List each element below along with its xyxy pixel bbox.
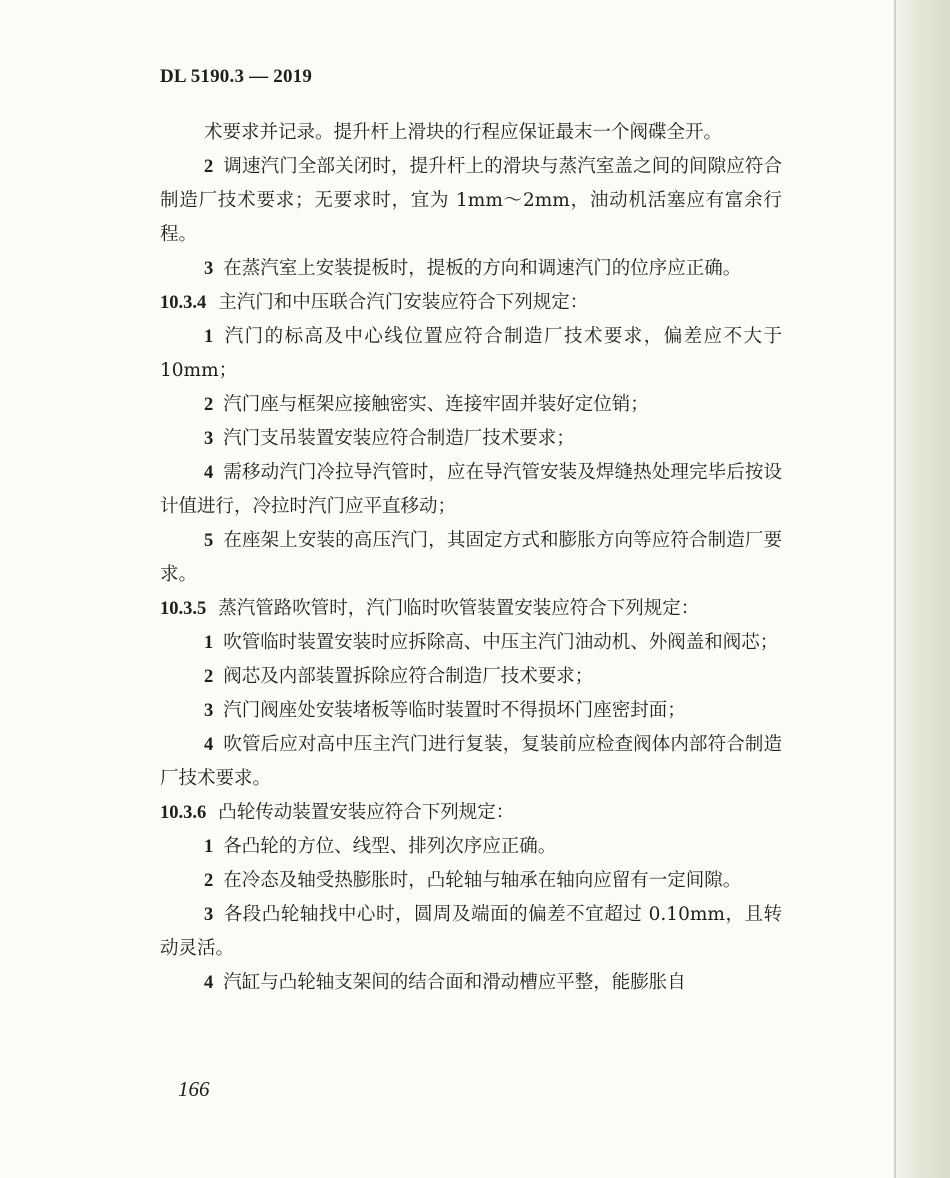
item-number: 4 — [204, 973, 214, 993]
item-number: 1 — [204, 327, 214, 347]
item-number: 1 — [204, 837, 214, 857]
list-item — [160, 422, 782, 456]
clause-text: 主汽门和中压联合汽门安装应符合下列规定： — [218, 292, 589, 313]
item-text: 调速汽门全部关闭时，提升杆上的滑块与蒸汽室盖之间的间隙应符合制造厂技术要求；无要求时，宜为 1mm～2mm，油动机活塞应有富余行程。 — [160, 156, 782, 245]
item-text: 各凸轮的方位、线型、排列次序应正确。 — [223, 836, 557, 857]
list-item — [160, 456, 782, 524]
item-text: 汽门座与框架应接触密实、连接牢固并装好定位销； — [223, 394, 649, 415]
item-number: 3 — [204, 429, 214, 449]
page-number: 166 — [178, 1077, 210, 1101]
item-text: 汽缸与凸轮轴支架间的结合面和滑动槽应平整，能膨胀自 — [223, 972, 686, 993]
list-item — [160, 626, 782, 660]
item-number: 3 — [204, 905, 214, 925]
list-item — [160, 728, 782, 796]
clause-text: 蒸汽管路吹管时，汽门临时吹管装置安装应符合下列规定： — [218, 598, 700, 619]
item-text: 汽门阀座处安装堵板等临时装置时不得损坏门座密封面； — [223, 700, 686, 721]
list-item — [160, 898, 782, 966]
paragraph-text: 术要求并记录。提升杆上滑块的行程应保证最末一个阀碟全开。 — [204, 122, 723, 143]
item-number: 1 — [204, 633, 214, 653]
item-number: 5 — [204, 531, 214, 551]
item-text: 在蒸汽室上安装提板时，提板的方向和调速汽门的位序应正确。 — [223, 258, 742, 279]
list-item — [160, 864, 782, 898]
item-text: 吹管后应对高中压主汽门进行复装，复装前应检查阀体内部符合制造厂技术要求。 — [160, 734, 782, 789]
item-text: 阀芯及内部装置拆除应符合制造厂技术要求； — [223, 666, 594, 687]
item-text: 需移动汽门冷拉导汽管时，应在导汽管安装及焊缝热处理完毕后按设计值进行，冷拉时汽门应平直移动； — [160, 462, 782, 517]
list-item — [160, 694, 782, 728]
list-item — [160, 150, 782, 252]
list-item — [160, 660, 782, 694]
item-text: 在座架上安装的高压汽门，其固定方式和膨胀方向等应符合制造厂要求。 — [160, 530, 782, 585]
item-number: 3 — [204, 259, 214, 279]
item-number: 2 — [204, 871, 214, 891]
list-item — [160, 524, 782, 592]
item-number: 2 — [204, 395, 214, 415]
item-text: 吹管临时装置安装时应拆除高、中压主汽门油动机、外阀盖和阀芯； — [223, 632, 779, 653]
item-number: 3 — [204, 701, 214, 721]
list-item — [160, 252, 782, 286]
item-text: 汽门支吊装置安装应符合制造厂技术要求； — [223, 428, 575, 449]
running-header: DL 5190.3 — 2019 — [160, 66, 313, 87]
item-number: 4 — [204, 463, 214, 483]
page-edge-shadow — [894, 0, 950, 1178]
clause-heading — [160, 592, 782, 626]
item-number: 2 — [204, 667, 214, 687]
item-text: 汽门的标高及中心线位置应符合制造厂技术要求，偏差应不大于 10mm； — [160, 326, 782, 381]
list-item — [160, 830, 782, 864]
item-number: 4 — [204, 735, 214, 755]
clause-heading — [160, 796, 782, 830]
item-number: 2 — [204, 157, 214, 177]
item-text: 在冷态及轴受热膨胀时，凸轮轴与轴承在轴向应留有一定间隙。 — [223, 870, 742, 891]
paragraph-continuation — [160, 116, 782, 150]
item-text: 各段凸轮轴找中心时，圆周及端面的偏差不宜超过 0.10mm，且转动灵活。 — [160, 904, 782, 959]
list-item — [160, 966, 782, 1000]
clause-number: 10.3.4 — [160, 293, 207, 313]
list-item — [160, 388, 782, 422]
clause-number: 10.3.5 — [160, 599, 207, 619]
body-text — [160, 116, 782, 1000]
clause-heading — [160, 286, 782, 320]
clause-number: 10.3.6 — [160, 803, 207, 823]
list-item — [160, 320, 782, 388]
clause-text: 凸轮传动装置安装应符合下列规定： — [218, 802, 515, 823]
